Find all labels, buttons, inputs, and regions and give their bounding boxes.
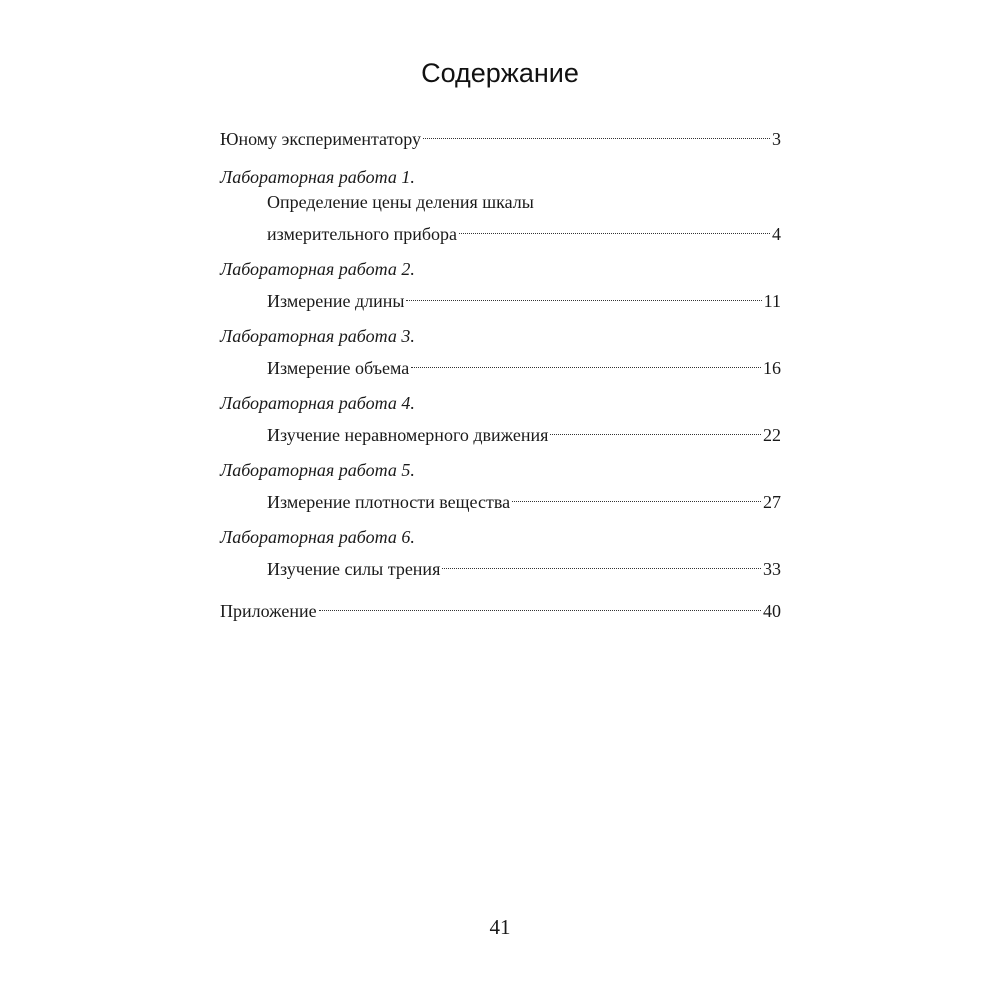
- toc-entry-line: [220, 215, 781, 247]
- page-title: Содержание: [421, 58, 579, 88]
- lab-heading: Лабораторная работа 2.: [220, 259, 415, 279]
- toc-page-number: 40: [763, 601, 781, 621]
- toc-entry-line: [220, 349, 781, 381]
- lab-heading: Лабораторная работа 3.: [220, 326, 415, 346]
- toc-entry-lab-1[interactable]: [220, 165, 781, 247]
- toc-entry-label: измерительного прибора: [267, 224, 458, 244]
- dot-leader: [512, 483, 761, 508]
- dot-leader: [550, 416, 761, 441]
- toc-page-number: 22: [763, 425, 781, 445]
- toc-entry-lab-4[interactable]: [220, 391, 781, 448]
- toc-entry-lab-2[interactable]: [220, 257, 781, 314]
- toc-page-number: 33: [763, 559, 781, 579]
- toc-entry-lab-5[interactable]: [220, 458, 781, 515]
- lab-heading: Лабораторная работа 5.: [220, 460, 415, 480]
- lab-heading: Лабораторная работа 6.: [220, 527, 415, 547]
- dot-leader: [423, 120, 770, 145]
- toc-entry-label: Изучение силы трения: [267, 559, 441, 579]
- toc-page-number: 3: [772, 129, 781, 149]
- toc-entry-line: [220, 550, 781, 582]
- toc-page-number: 16: [763, 358, 781, 378]
- toc-page-number: 4: [772, 224, 781, 244]
- dot-leader: [442, 550, 761, 575]
- toc-entry-line: [220, 592, 781, 624]
- lab-heading: Лабораторная работа 1.: [220, 167, 415, 187]
- dot-leader: [319, 592, 761, 617]
- dot-leader: [459, 215, 770, 240]
- toc-entry-intro[interactable]: [220, 120, 781, 152]
- toc-entry-label: Юному экспериментатору: [220, 129, 421, 149]
- toc-entry-line: [220, 416, 781, 448]
- dot-leader: [406, 282, 761, 307]
- toc-entry-lab-3[interactable]: [220, 324, 781, 381]
- toc-page-number: 27: [763, 492, 781, 512]
- toc-entry-label: Измерение плотности вещества: [267, 492, 511, 512]
- toc-entry-label: Изучение неравномерного движения: [267, 425, 549, 445]
- toc-entry-appendix[interactable]: [220, 592, 781, 624]
- toc-entry-label: Измерение длины: [267, 291, 405, 311]
- toc-entry-lab-6[interactable]: [220, 525, 781, 582]
- toc-entry-line: [220, 282, 781, 314]
- table-of-contents: [220, 120, 781, 624]
- page-number: 41: [489, 915, 511, 939]
- toc-entry-label: Приложение: [220, 601, 317, 621]
- dot-leader: [411, 349, 761, 374]
- toc-entry-line: [220, 120, 781, 152]
- toc-page-number: 11: [763, 291, 781, 311]
- toc-entry-line: [220, 483, 781, 515]
- toc-entry-label: Измерение объема: [267, 358, 410, 378]
- toc-entry-subtitle: Определение цены деления шкалы: [267, 192, 534, 212]
- lab-heading: Лабораторная работа 4.: [220, 393, 415, 413]
